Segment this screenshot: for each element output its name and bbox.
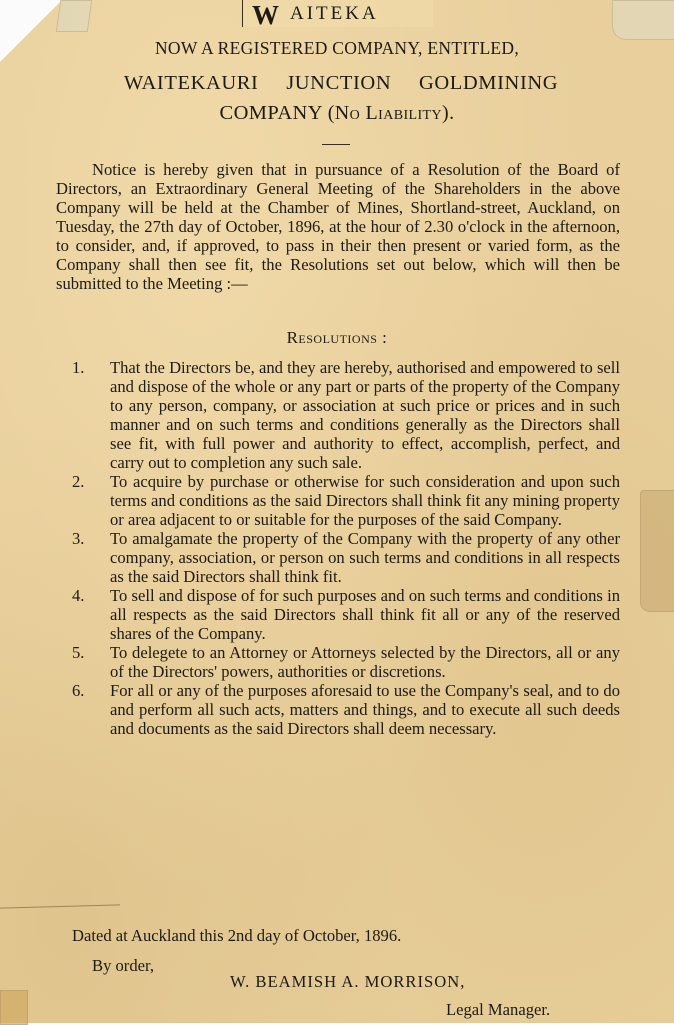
- signer-title: Legal Manager.: [446, 1000, 551, 1019]
- resolution-text: To delegete to an Attorney or Attorneys selected by the Directors, all or any of the Directors' powers, authorities or discretions.: [110, 643, 620, 681]
- resolution-number: 4.: [72, 586, 85, 605]
- tape-top-right: [612, 0, 674, 40]
- resolution-text: That the Directors be, and they are hereby, authorised and empowered to sell and dispose of the whole or any part or parts of the property of the Company to any person, company, or association at such price or prices and in such manner and on such terms and conditions generally as the Directors shall see fit, with full power and authority to effect, accomplish, perfect, and carry out to completion any such sale.: [110, 358, 620, 472]
- signer-name: W. BEAMISH A. MORRISON,: [230, 972, 466, 991]
- resolution-text: To sell and dispose of for such purposes and on such terms and conditions in all respects as the said Directors shall think fit all or any of the reserved shares of the Company.: [110, 586, 620, 643]
- resolution-number: 6.: [72, 681, 85, 700]
- resolution-text: To acquire by purchase or otherwise for such consideration and upon such terms and conditions as the said Directors shall think fit any mining property or area adjacent to or suitable for the purposes of the said Company.: [110, 472, 620, 529]
- resolution-number: 2.: [72, 472, 85, 491]
- tape-top-left: [56, 0, 92, 32]
- divider-rule: [322, 144, 350, 145]
- top-title: AITEKA: [290, 3, 379, 24]
- resolution-number: 3.: [72, 529, 85, 548]
- resolution-number: 5.: [72, 643, 85, 662]
- resolution-item: [72, 472, 620, 529]
- resolution-text: To amalgamate the property of the Company with the property of any other company, association, or person on such terms and conditions in all respects as the said Directors shall think fit.: [110, 529, 620, 586]
- tape-right: [640, 490, 674, 612]
- company-name-line1: WAITEKAURI JUNCTION GOLDMINING: [123, 72, 559, 94]
- subtitle-line: NOW A REGISTERED COMPANY, ENTITLED,: [154, 38, 520, 58]
- company-name-line2: [0, 102, 674, 125]
- notice-text: Notice is hereby given that in pursuance of a Resolution of the Board of Directors, an Extraordinary General Meeting of the Shareholders in the above Company will be held at the Chamber of Mines, Shortland-street, Auckland, on Tuesday, the 27th day of October, 1896, at the hour of 2.30 o'clock in the afternoon, to consider, and, if approved, to pass in their then present or varied form, as the Company shall then see fit, the Resolutions set out below, which will then be submitted to the Meeting :—: [56, 160, 620, 293]
- company-word: COMPANY: [219, 102, 323, 124]
- no-liability-suffix: (No Liability).: [327, 102, 455, 124]
- resolution-item: [72, 358, 620, 472]
- resolution-text: For all or any of the purposes aforesaid to use the Company's seal, and to do and perform all such acts, matters and things, and to execute all such deeds and documents as the said Directors shall deem necessary.: [110, 681, 620, 738]
- resolutions-list: [72, 358, 620, 738]
- resolution-item: [72, 529, 620, 586]
- resolution-item: [72, 681, 620, 738]
- resolution-item: [72, 643, 620, 681]
- tape-bottom-left: [0, 990, 28, 1025]
- title-initial: W: [252, 0, 275, 30]
- resolutions-heading: Resolutions :: [286, 328, 388, 347]
- resolution-item: [72, 586, 620, 643]
- dated-line: Dated at Auckland this 2nd day of October, 1896.: [72, 926, 402, 945]
- by-order: By order,: [92, 956, 155, 975]
- notice-paragraph: [56, 160, 620, 293]
- resolution-number: 1.: [72, 358, 85, 377]
